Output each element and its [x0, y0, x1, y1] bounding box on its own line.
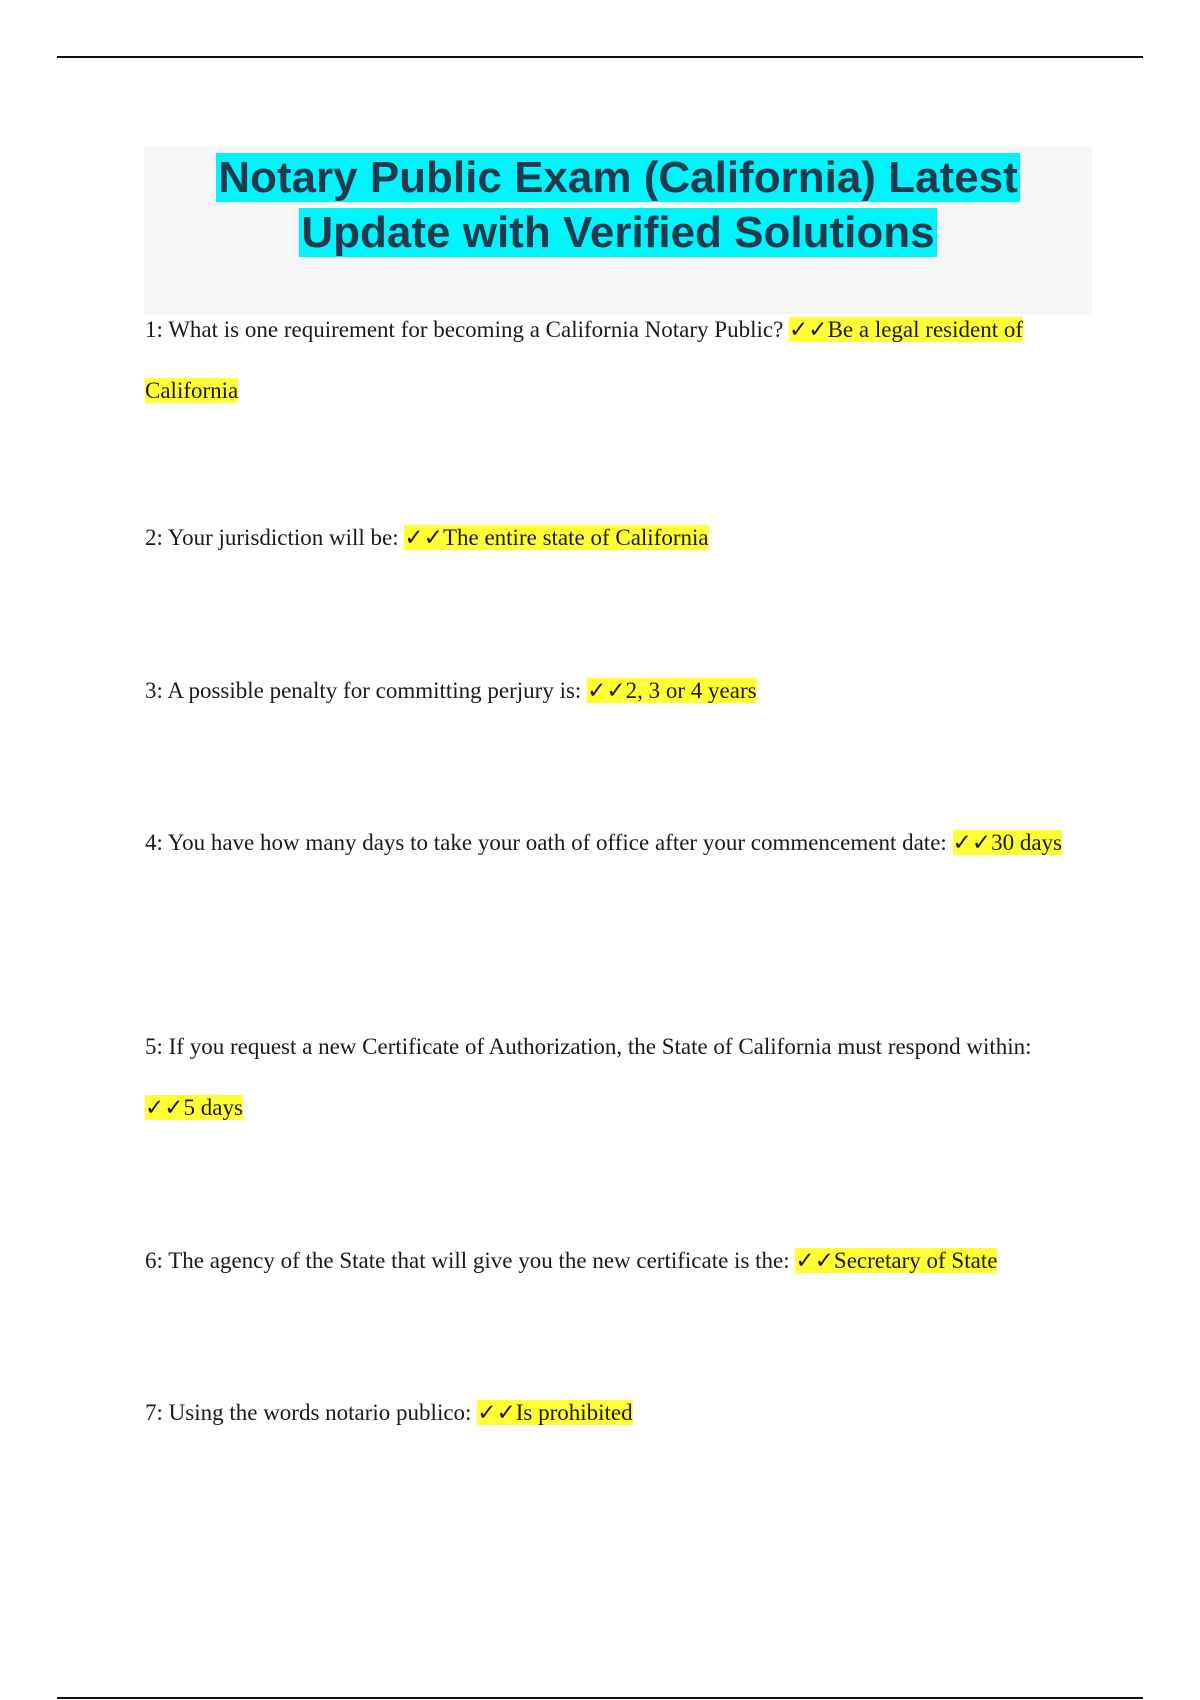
question-item-3: [145, 660, 1085, 721]
question-text: 7: Using the words notario publico:: [145, 1400, 478, 1425]
question-item-5: [145, 1016, 1085, 1138]
header-rule: [57, 56, 1143, 58]
question-item-4: [145, 812, 1085, 873]
answer-text: ✓✓The entire state of California: [404, 525, 709, 550]
question-item-2: [145, 507, 1085, 568]
question-text: 1: What is one requirement for becoming a California Notary Public?: [145, 317, 790, 342]
question-text: 5: If you request a new Certificate of Authorization, the State of California must respond within:: [145, 1034, 1032, 1059]
question-item-7: [145, 1382, 1085, 1443]
answer-text: ✓✓5 days: [145, 1095, 243, 1120]
question-text: 4: You have how many days to take your oath of office after your commencement date:: [145, 830, 953, 855]
answer-text: ✓✓Be a legal resident of California: [145, 317, 1023, 403]
question-text: 3: A possible penalty for committing perjury is:: [145, 678, 588, 703]
title-box: [144, 146, 1092, 314]
title-line-2: Update with Verified Solutions: [301, 208, 935, 257]
answer-text: ✓✓Is prohibited: [477, 1400, 633, 1425]
footer-rule: [57, 1697, 1143, 1699]
question-text: 2: Your jurisdiction will be:: [145, 525, 405, 550]
question-item-1: [145, 299, 1085, 421]
question-text: 6: The agency of the State that will give you the new certificate is the:: [145, 1248, 796, 1273]
answer-text: ✓✓2, 3 or 4 years: [587, 678, 757, 703]
title-line-1: Notary Public Exam (California) Latest: [218, 153, 1018, 202]
question-item-6: [145, 1230, 1085, 1291]
document-title: [144, 146, 1092, 260]
answer-text: ✓✓Secretary of State: [795, 1248, 998, 1273]
answer-text: ✓✓30 days: [952, 830, 1062, 855]
